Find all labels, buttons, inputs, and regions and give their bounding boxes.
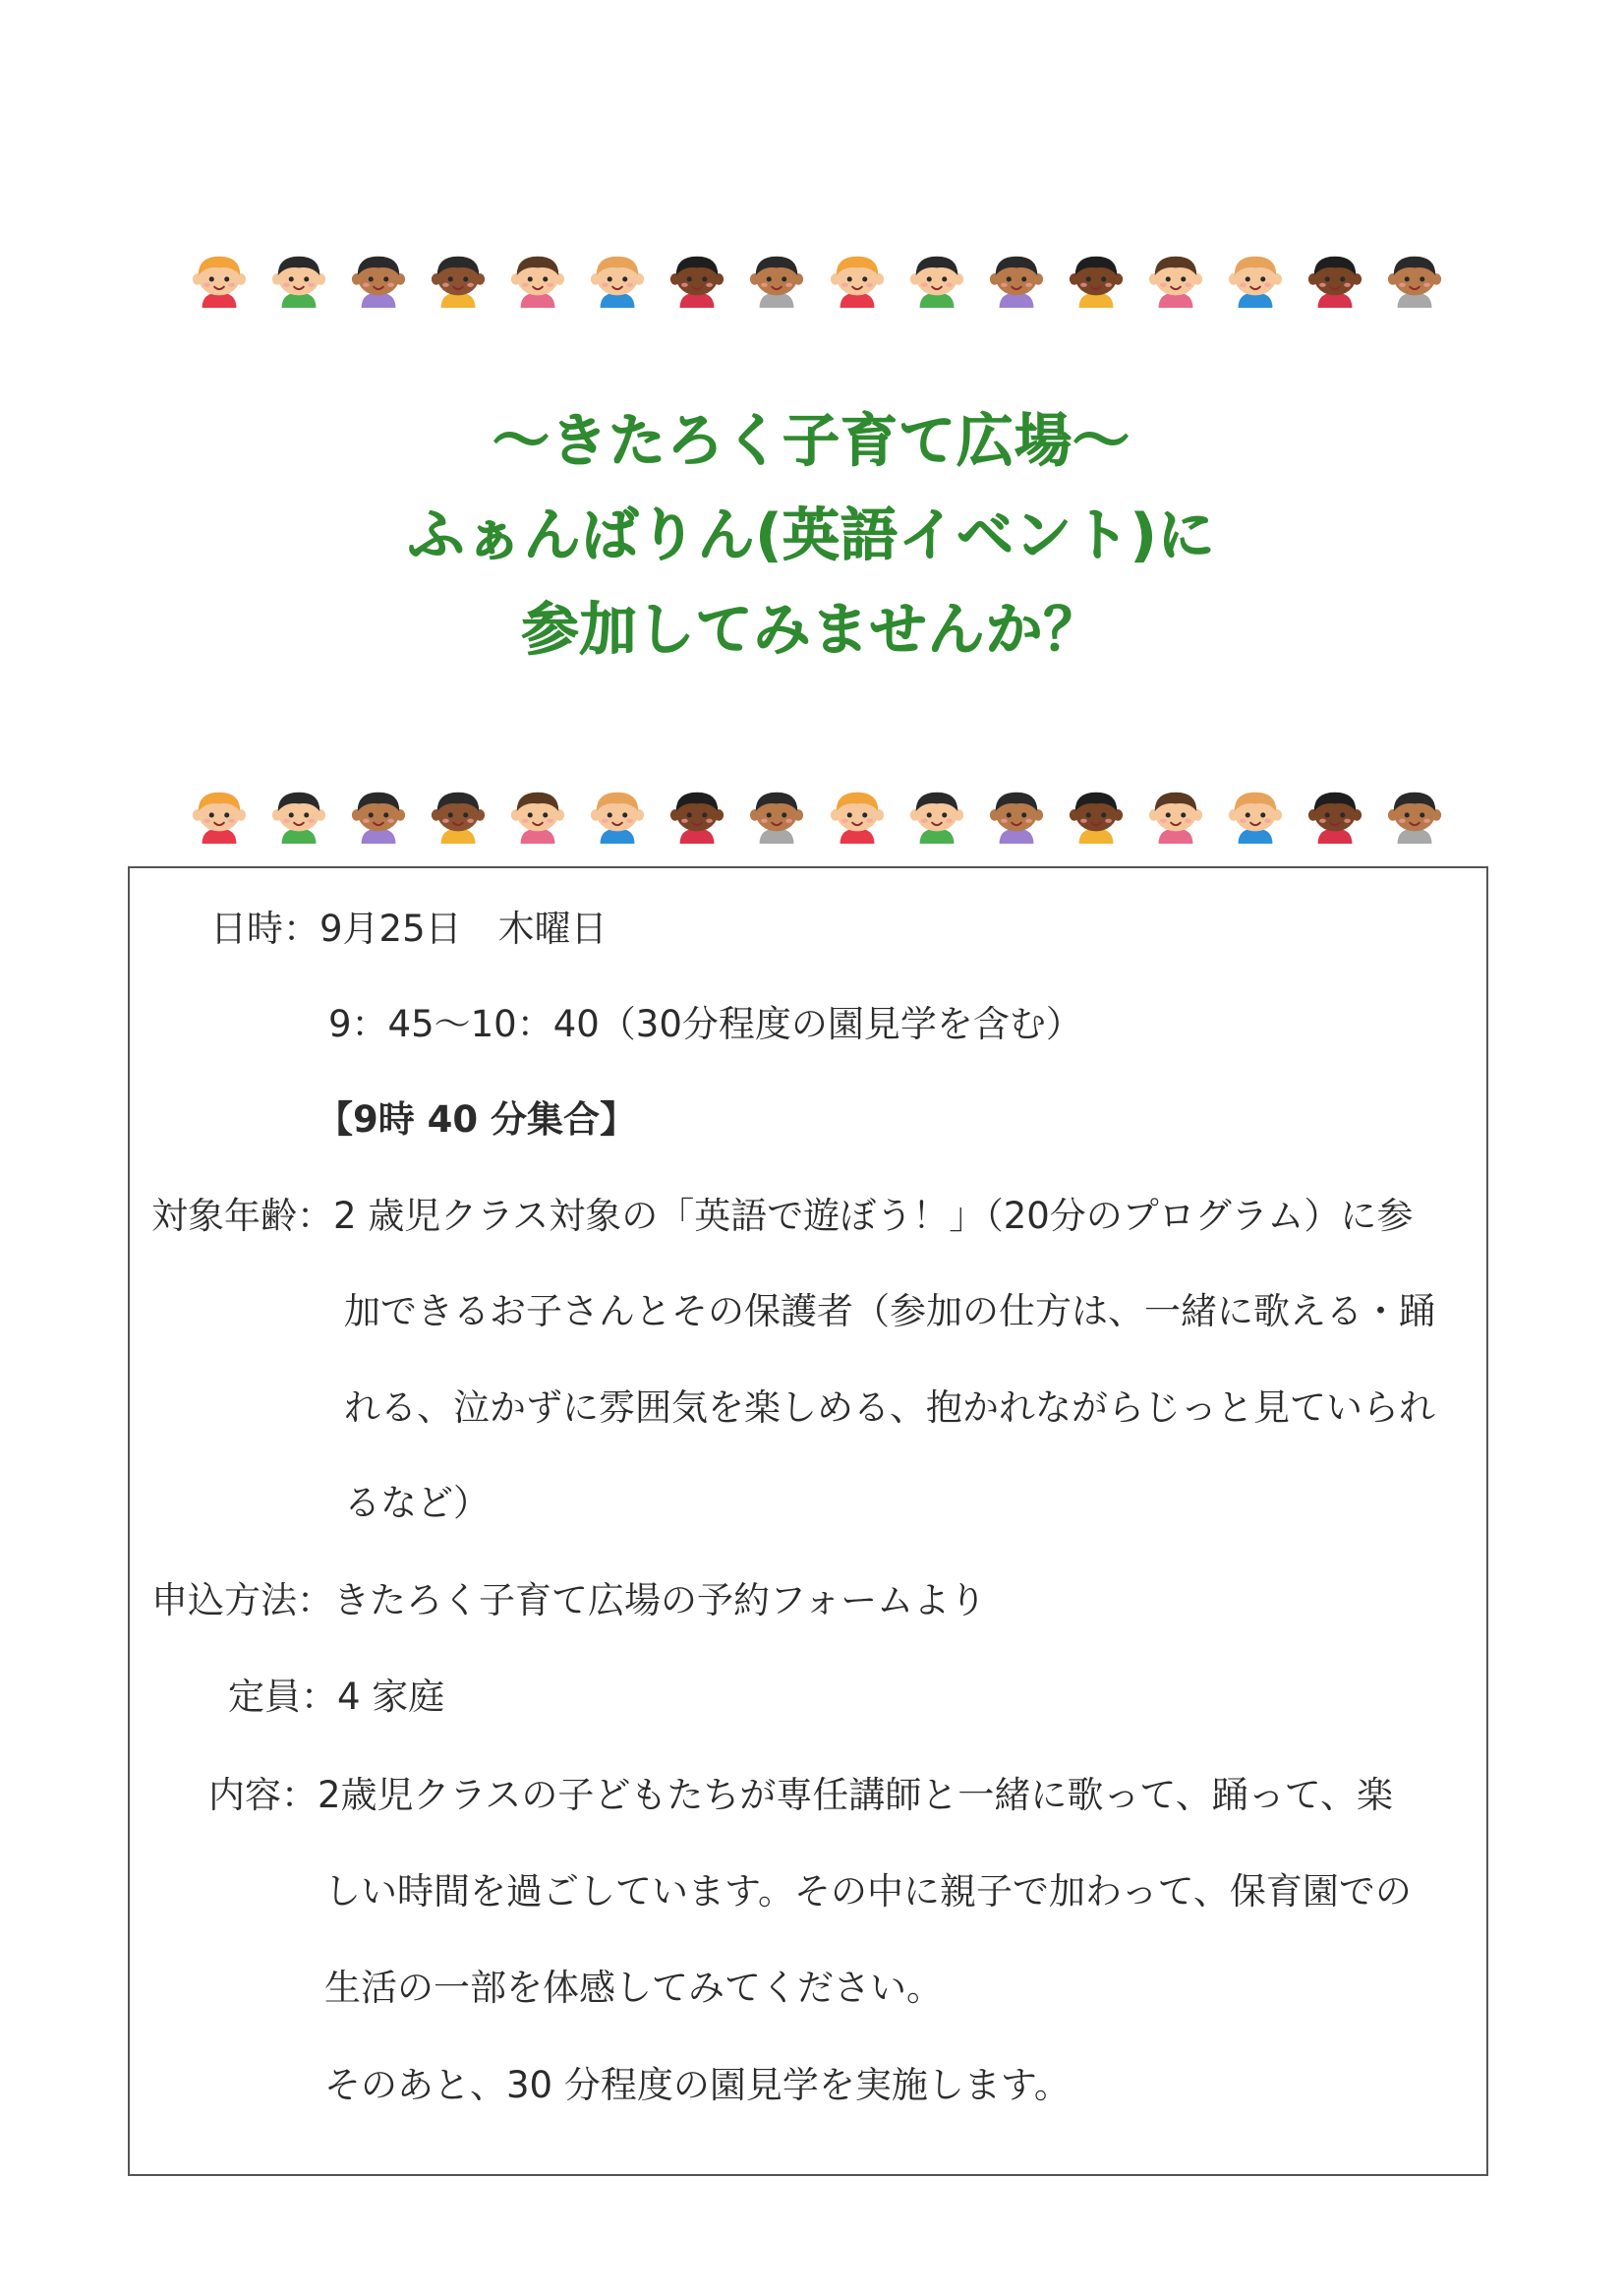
child-face-icon <box>428 247 489 308</box>
child-face-icon <box>1304 783 1365 844</box>
content-text-line-4: そのあと、30 分程度の園見学を実施します。 <box>324 2064 1071 2106</box>
target-text-line-1: 2 歳児クラス対象の「英語で遊ぼう！」（20分のプログラム）に参 <box>333 1195 1414 1237</box>
datetime-time: 9：45～10：40（30分程度の園見学を含む） <box>328 1003 1082 1045</box>
page-title <box>0 393 1623 677</box>
capacity-label: 定員： <box>228 1676 337 1718</box>
children-faces-border-bottom <box>189 781 1445 846</box>
gather-time: 【9時 40 分集合】 <box>317 1098 636 1141</box>
apply-label: 申込方法： <box>151 1579 333 1621</box>
target-row <box>151 1192 1413 1241</box>
target-text-line-2: 加できるお子さんとその保護者（参加の仕方は、一緒に歌える・踊 <box>344 1290 1435 1332</box>
child-face-icon <box>1225 783 1286 844</box>
target-text-line-4: るなど） <box>344 1482 490 1524</box>
child-face-icon <box>1384 783 1445 844</box>
title-line-1: ～きたろく子育て広場～ <box>492 407 1130 474</box>
event-info-box <box>128 866 1488 2176</box>
child-face-icon <box>1145 783 1206 844</box>
child-face-icon <box>986 247 1047 308</box>
child-face-icon <box>587 783 648 844</box>
datetime-date: 9月25日 木曜日 <box>319 908 608 950</box>
child-face-icon <box>906 247 967 308</box>
datetime-row <box>210 905 608 954</box>
capacity-row <box>228 1673 444 1722</box>
child-face-icon <box>1066 247 1127 308</box>
child-face-icon <box>1384 247 1445 308</box>
children-faces-border-top <box>189 245 1445 310</box>
title-line-2: ふぁんばりん(英語イベント)に <box>407 501 1216 568</box>
content-text-line-2: しい時間を過ごしています。その中に親子で加わって、保育園での <box>324 1870 1412 1913</box>
content-row <box>208 1771 1393 1820</box>
title-line-3: 参加してみませんか？ <box>521 596 1102 663</box>
child-face-icon <box>1304 247 1365 308</box>
child-face-icon <box>1145 247 1206 308</box>
target-label: 対象年齢： <box>151 1195 333 1237</box>
datetime-label: 日時： <box>210 908 319 950</box>
capacity-text: 4 家庭 <box>337 1676 445 1718</box>
child-face-icon <box>986 783 1047 844</box>
child-face-icon <box>268 247 329 308</box>
child-face-icon <box>827 247 888 308</box>
child-face-icon <box>268 783 329 844</box>
child-face-icon <box>507 783 568 844</box>
child-face-icon <box>507 247 568 308</box>
child-face-icon <box>746 783 807 844</box>
child-face-icon <box>348 247 409 308</box>
child-face-icon <box>906 783 967 844</box>
content-label: 内容： <box>208 1774 318 1816</box>
child-face-icon <box>667 247 727 308</box>
child-face-icon <box>348 783 409 844</box>
child-face-icon <box>667 783 727 844</box>
apply-row <box>151 1576 986 1625</box>
child-face-icon <box>587 247 648 308</box>
target-text-line-3: れる、泣かずに雰囲気を楽しめる、抱かれながらじっと見ていられ <box>344 1386 1435 1429</box>
child-face-icon <box>189 783 250 844</box>
child-face-icon <box>1066 783 1127 844</box>
child-face-icon <box>746 247 807 308</box>
child-face-icon <box>827 783 888 844</box>
content-text-line-3: 生活の一部を体感してみてください。 <box>324 1967 943 2009</box>
child-face-icon <box>428 783 489 844</box>
content-text-line-1: 2歳児クラスの子どもたちが専任講師と一緒に歌って、踊って、楽 <box>318 1774 1393 1816</box>
apply-text: きたろく子育て広場の予約フォームより <box>333 1579 987 1621</box>
child-face-icon <box>189 247 250 308</box>
child-face-icon <box>1225 247 1286 308</box>
